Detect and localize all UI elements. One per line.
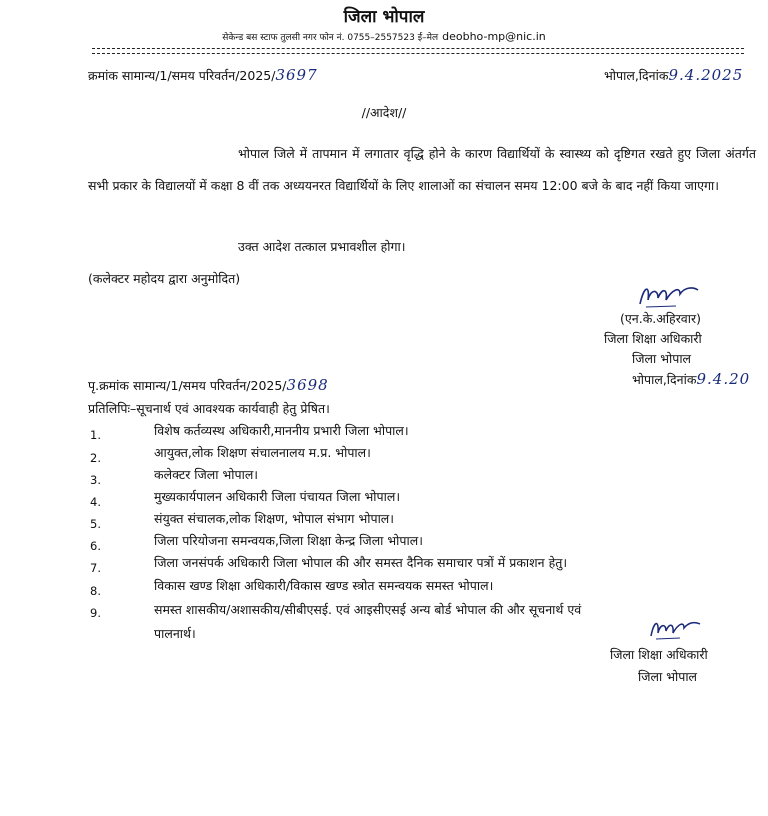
email-address: deobho-mp@nic.in [442,30,546,43]
header-divider-bottom [92,53,744,54]
recipient-number: 2. [90,451,101,465]
recipient-number: 3. [90,473,101,487]
endorsement-reference [88,376,329,394]
order-reference [88,66,318,84]
signature-2-district: जिला भोपाल [638,669,698,684]
signature-1-place-date [632,370,750,388]
order-paragraph-text: भोपाल जिले में तापमान में लगातार वृद्धि होने के कारण विद्यार्थियों के स्वास्थ्य को दृष्टिगत रखते हुए जिला अंतर्गत सभी प्रकार के विद्यालयों में कक्षा 8 वीं तक अध्ययनरत विद्यार्थियों के लिए शालाओं का संचालन समय 12:00 बजे के बाद नहीं किया जाएगा। [88,146,756,193]
endorsement-number-handwritten: 3698 [286,376,329,394]
signature-1-place-date-prefix: भोपाल,दिनांक [632,372,697,387]
approval-note: (कलेक्टर महोदय द्वारा अनुमोदित) [88,271,241,286]
signature-2-designation: जिला शिक्षा अधिकारी [610,647,708,662]
recipient-number: 8. [90,584,101,598]
recipient-text: मुख्यकार्यपालन अधिकारी जिला पंचायत जिला भोपाल। [154,489,401,504]
signature-1 [636,280,706,310]
order-reference-prefix: क्रमांक सामान्य/1/समय परिवर्तन/2025/ [88,68,276,83]
address-line: सेकेन्ड बस स्टाफ तुलसी नगर फोन नं. 0755–2557523 ई–मेल [222,33,439,43]
order-heading: //आदेश// [361,105,407,120]
effective-line: उक्त आदेश तत्काल प्रभावशील होगा। [238,239,406,254]
signature-1-scribble [636,280,706,310]
order-paragraph [88,138,756,202]
recipient-text: जिला परियोजना समन्वयक,जिला शिक्षा केन्द्र जिला भोपाल। [154,533,423,548]
signatory-name: (एन.के.अहिरवार) [620,311,701,326]
recipient-text: विकास खण्ड शिक्षा अधिकारी/विकास खण्ड स्त्रोत समन्वयक समस्त भोपाल। [154,578,494,593]
header-divider-top [92,48,744,49]
signature-2 [648,616,704,642]
signatory-designation: जिला शिक्षा अधिकारी [604,331,702,346]
recipient-text: संयुक्त संचालक,लोक शिक्षण, भोपाल संभाग भोपाल। [154,511,395,526]
recipient-text: कलेक्टर जिला भोपाल। [154,467,259,482]
recipient-number: 4. [90,495,101,509]
order-place-date-prefix: भोपाल,दिनांक [604,68,669,83]
signature-1-date-handwritten: 9.4.20 [696,370,751,388]
recipient-text: जिला जनसंपर्क अधिकारी जिला भोपाल की और समस्त दैनिक समाचार पत्रों में प्रकाशन हेतु। [154,555,568,570]
letterhead-title: जिला भोपाल [343,7,425,27]
order-number-handwritten: 3697 [275,66,318,84]
recipient-number: 1. [90,428,101,442]
signatory-district: जिला भोपाल [632,351,692,366]
endorsement-reference-prefix: पृ.क्रमांक सामान्य/1/समय परिवर्तन/2025/ [88,378,287,393]
order-date-handwritten: 9.4.2025 [668,66,744,84]
copy-to-line: प्रतिलिपिः–सूचनार्थ एवं आवश्यक कार्यवाही हेतु प्रेषित। [88,401,330,416]
recipient-text: आयुक्त,लोक शिक्षण संचालनालय म.प्र. भोपाल। [154,445,371,460]
recipient-number: 5. [90,517,101,531]
signature-2-scribble [648,616,704,642]
recipient-9-continuation: पालनार्थ। [154,626,196,641]
recipient-number: 6. [90,539,101,553]
recipient-text: समस्त शासकीय/अशासकीय/सीबीएसई. एवं आइसीएसई अन्य बोर्ड भोपाल की और सूचनार्थ एवं [154,602,582,617]
letterhead-address [0,30,768,43]
recipient-text: विशेष कर्तव्यस्थ अधिकारी,माननीय प्रभारी जिला भोपाल। [154,423,409,438]
recipient-number: 7. [90,561,101,575]
order-place-date [604,66,743,84]
recipient-number: 9. [90,606,101,620]
